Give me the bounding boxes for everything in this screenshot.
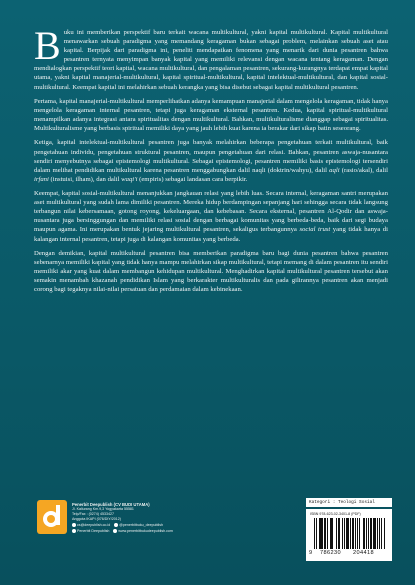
barcode-first-digit: 9 — [309, 550, 313, 556]
term-social-trust: social trust — [299, 226, 331, 234]
term-irfani: irfani — [34, 175, 49, 183]
facebook-text: Penerbit Deepublish — [77, 529, 110, 533]
instagram-link[interactable] — [114, 523, 163, 528]
publisher-info — [72, 502, 222, 534]
barcode-bars — [314, 518, 386, 549]
barcode-stripe — [385, 518, 386, 549]
mail-icon — [72, 523, 76, 527]
instagram-icon — [114, 523, 118, 527]
isbn-text: ISBN 978-623-02-3401-8 (PDF) — [310, 512, 361, 516]
term-waqii: waqi'i — [121, 175, 138, 183]
publisher-phone: Telp/Fax : (0274) 4533427 — [72, 512, 114, 516]
barcode-left-digits: 786230 — [320, 550, 342, 556]
barcode-right-digits: 204418 — [353, 550, 375, 556]
term-aqli: aqli — [329, 166, 340, 174]
paragraph-3-text-d: (empiris) sebagai landasan cara berpikir. — [137, 175, 248, 183]
publisher-address: Jl. Kaliurang Km.9,3 Yogyakarta 55581 — [72, 507, 134, 511]
paragraph-4-text-b: yang tidak hanya di kalangan internal pesantren, tetapi juga di kalangan komunitas yang berbeda. — [34, 226, 388, 243]
publisher-social-row-2 — [72, 529, 222, 534]
publisher-name: Penerbit Deepublish (CV BUDI UTAMA) — [72, 502, 150, 507]
blurb-text — [34, 23, 388, 299]
publisher-social-row-1 — [72, 523, 222, 528]
paragraph-3 — [34, 138, 388, 183]
email-link[interactable] — [72, 523, 110, 528]
paragraph-2: Pertama, kapital manajerial-multikultural memperlihatkan adanya kemampuan manajerial dalam mengelola keragaman, tidak hanya mengelola keragaman internal pesantren, tetapi juga keragaman eksternal pesantren. Kedua, kapital spiritual-multikultural menampilkan adanya integrasi antara spiritualitas dengan multikultural. Bahkan, multikulturalisme dianggap sebagai spiritualitas. Multikulturalisme yang berbasis spiritual memiliki daya yang jauh lebih kuat karena ia berakar dari sikap batin seseorang. — [34, 97, 388, 133]
paragraph-1-text: uku ini memberikan perspektif baru terkait wacana multikultural, yakni kapital multikultural. Kapital multikultural menawarkan sebuah paradigma yang memandang keragaman bukan sebagai problem, melainkan sebuah aset atau kapital. Berpijak dari paradigma ini, peneliti mendapatkan fenomena yang menarik dari dunia pesantren bahwa pesantren ternyata menyimpan banyak kapital yang memiliki relevansi dengan wacana tentang keragaman. Dengan mendialogkan perspektif teori kapital, wacana multikultural, dan pengalaman pesantren, sekurang-kurangnya terdapat empat kapital utama, yakni kapital manajerial-multikultural, kapital spiritual-multikultural, kapital intelektual-multikultural, dan kapital sosial-multikultural. Keempat kapital ini melahirkan sebuah kerangka yang bisa disebut sebagai kapital multikultural pesantren. — [34, 29, 388, 91]
paragraph-3-text-c: (instuisi, ilham), dan dalil — [48, 175, 122, 183]
paragraph-4-text-a: Keempat, kapital sosial-multikultural menanjukkan jangkauan relasi yang lebih luas. Secara internal, keragaman santri merupakan aset multikultural yang sudah lama dimiliki pesantren. Mereka hidup berdampingan sepanjang hari sehingga secara tidak langsung terbangun nilai kebersamaan, gotong royong, kekeluargaan, dan kebebasan. Secara eksternal, pesantren Al-Qodir dan aswaja-nusantara juga bersinggungan dan memiliki relasi sosial dengan berbagai komunitas yang berbeda-beda, baik dari segi budaya maupun agama. Ini merupakan bentuk jejaring multikultural pesantren, sekaligus terbangunnya — [34, 190, 388, 234]
paragraph-4 — [34, 189, 388, 244]
facebook-icon — [72, 529, 76, 533]
website-text: www.penerbitbukudeepublish.com — [118, 529, 173, 533]
barcode — [306, 509, 392, 561]
instagram-text: @penerbitbuku_deepublish — [119, 523, 164, 527]
email-text: cs@deepublish.co.id — [77, 523, 111, 527]
paragraph-5: Dengan demikian, kapital multikultural pesantren bisa memberikan paradigma baru bagi dunia pesantren bahwa pesantren sebenarnya memiliki kapital yang tidak hanya mampu melahirkan sikap multikultural, tetapi memang di dalam pesantren itu sendiri memiliki akar yang kuat dalam membangun kehidupan multikultural. Menghadirkan kapital multikultural pesantren tersebut akan semakin menambah khazanah pendidikan Islam yang berkarakter multikulturalis dan pada gilirannya pesantren akan menjadi corong bagi tegaknya nilai-nilai persatuan dan perdamaian dalam kebinekaan. — [34, 249, 388, 294]
category-label: Kategori : Teologi Sosial — [306, 498, 392, 507]
publisher-logo-icon — [37, 500, 67, 534]
paragraph-3-text-a: Ketiga, kapital intelektual-multikultural pesantren juga banyak melahirkan beberapa pengetahuan terkait multikultural, baik pengetahuan individu, pengetahuan struktural pesantren, maupun pengetahuan dari relasi. Bahkan, pesantren aswaja-nusantara sendiri menyebutnya sebagai epistemologi multikultural. Sebagai epistemologi, pesantren memiliki basis epistemologi tersendiri dalam melihat pendidikan multikultural karena pesantren menggabungkan dalil naqli (doktrin/wahyu), dalil — [34, 139, 388, 174]
facebook-link[interactable] — [72, 529, 109, 534]
website-link[interactable] — [113, 529, 173, 534]
publisher-member: Anggota IKAPI (076/DIY/2012) — [72, 517, 121, 521]
paragraph-3-text-b: (rasio/akal), dalil — [339, 166, 388, 174]
drop-cap: B — [34, 23, 61, 68]
paragraph-1 — [34, 23, 388, 92]
globe-icon — [113, 529, 117, 533]
